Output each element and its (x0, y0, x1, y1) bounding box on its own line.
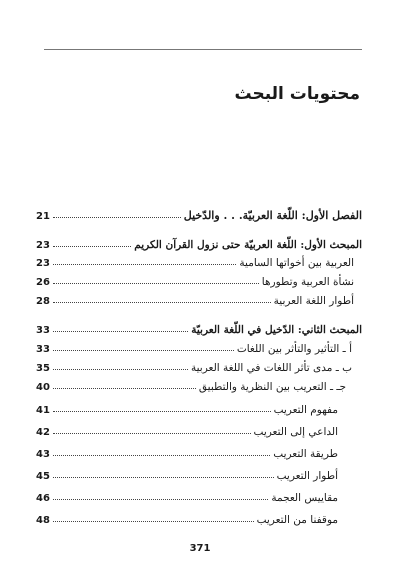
toc-entry-page: 28 (36, 296, 50, 307)
dot-leader (53, 296, 271, 303)
dot-leader (53, 325, 188, 332)
toc-entry-page: 21 (36, 211, 50, 222)
dot-leader (53, 211, 181, 218)
toc-entry (36, 321, 362, 339)
toc-entry-title: أطوار اللغة العربية (273, 295, 354, 307)
toc-entry-page: 23 (36, 258, 50, 269)
dot-leader (53, 405, 271, 412)
toc-entry-title: أطوار التعريب (276, 470, 338, 482)
toc-entry-page: 42 (36, 427, 50, 438)
toc-entry (36, 401, 338, 419)
toc-entry (36, 489, 338, 507)
toc-entry-title: جـ ـ التعريب بين النظرية والتطبيق (198, 381, 346, 393)
toc-entry-page: 33 (36, 344, 50, 355)
dot-leader (53, 240, 131, 247)
toc-entry (36, 378, 346, 396)
toc-entry-title: أ ـ التأثير والتأثر بين اللغات (236, 343, 352, 355)
toc-entry-title: الفصل الأول: اللّغة العربيّة. . . والدّخيل (183, 209, 362, 222)
toc-entry (36, 340, 352, 358)
dot-leader (53, 493, 268, 500)
toc-entry-title: مقاييس العجمة (271, 492, 338, 504)
toc-entry-page: 33 (36, 325, 50, 336)
toc-entry (36, 254, 354, 272)
toc-entry (36, 467, 338, 485)
toc-entry-page: 43 (36, 449, 50, 460)
toc-entry-page: 35 (36, 363, 50, 374)
dot-leader (53, 515, 254, 522)
toc-entry (36, 236, 362, 254)
toc-entry-page: 48 (36, 515, 50, 526)
toc-entry (36, 445, 338, 463)
toc-entry-title: طريقة التعريب (273, 448, 338, 460)
dot-leader (53, 363, 188, 370)
toc-entry (36, 292, 354, 310)
dot-leader (53, 449, 270, 456)
toc-entry-title: ب ـ مدى تأثر اللغات في اللغة العربية (190, 362, 352, 374)
toc-entry-title: المبحث الأول: اللّغة العربيّة حتى نزول القرآن الكريم (134, 239, 362, 251)
toc-entry (36, 273, 354, 291)
toc-entry (36, 511, 338, 529)
dot-leader (53, 258, 236, 265)
toc-entry-page: 23 (36, 240, 50, 251)
page-title: محتويات البحث (234, 84, 360, 104)
toc-entry-title: الداعي إلى التعريب (253, 426, 338, 438)
toc-entry-page: 41 (36, 405, 50, 416)
dot-leader (53, 344, 234, 351)
toc-entry-page: 45 (36, 471, 50, 482)
page-number: 371 (189, 543, 211, 554)
toc-entry-title: نشأة العربية وتطورها (261, 276, 354, 288)
dot-leader (53, 277, 259, 284)
toc-entry-page: 26 (36, 277, 50, 288)
dot-leader (53, 382, 196, 389)
toc-entry-title: موقفنا من التعريب (256, 514, 338, 526)
dot-leader (53, 427, 251, 434)
toc-entry-title: المبحث الثاني: الدّخيل في اللّغة العربيّة (191, 324, 362, 336)
toc-entry (36, 207, 362, 225)
toc-entry-title: العربية بين أخواتها السامية (239, 257, 354, 269)
toc-entry-page: 40 (36, 382, 50, 393)
toc-entry (36, 423, 338, 441)
toc-entry (36, 359, 352, 377)
toc-entry-title: مفهوم التعريب (273, 404, 338, 416)
toc-entry-page: 46 (36, 493, 50, 504)
dot-leader (53, 471, 274, 478)
